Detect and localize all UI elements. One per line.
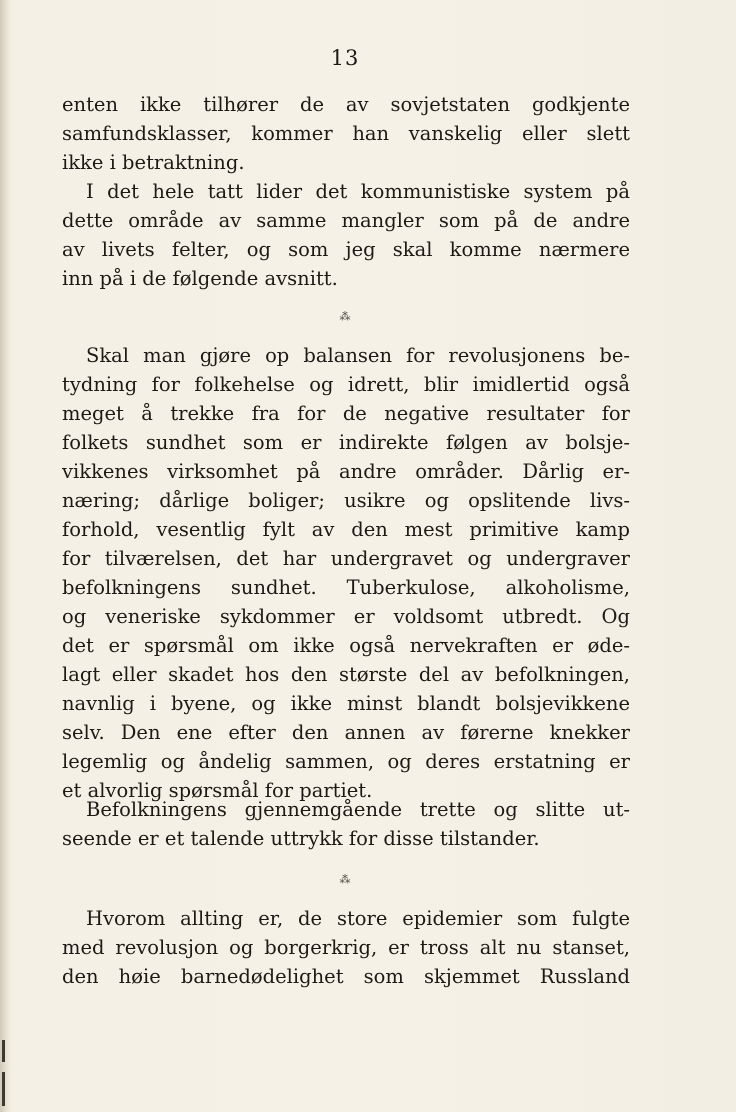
page-number: 13 [330,46,360,70]
text-line: folkets sundhet som er indirekte følgen av bolsje- [62,431,630,454]
text-line: ikke i betraktning. [62,151,245,174]
paragraph [62,795,630,853]
text-line: og veneriske sykdommer er voldsomt utbredt. Og [62,605,630,628]
spine-mark [2,1040,5,1062]
text-line: næring; dårlige boliger; usikre og opslitende livs- [62,489,630,512]
text-line: Befolkningens gjennemgående trette og slitte ut- [86,798,630,821]
text-line: tydning for folkehelse og idrett, blir imidlertid også [62,373,630,396]
text-line: enten ikke tilhører de av sovjetstaten godkjente [62,93,630,116]
text-line: Skal man gjøre op balansen for revolusjonens be- [86,344,630,367]
text-line: vikkenes virksomhet på andre områder. Dårlig er- [62,460,630,483]
text-line: for tilværelsen, det har undergravet og undergraver [62,547,630,570]
text-line: det er spørsmål om ikke også nervekraften er øde- [62,634,630,657]
text-line: forhold, vesentlig fylt av den mest primitive kamp [62,518,630,541]
text-line: I det hele tatt lider det kommunistiske system på [86,180,630,203]
text-line: dette område av samme mangler som på de andre [62,209,630,232]
text-line: et alvorlig spørsmål for partiet. [62,779,373,802]
text-line: av livets felter, og som jeg skal komme nærmere [62,238,630,261]
text-line: navnlig i byene, og ikke minst blandt bolsjevikkene [62,692,630,715]
paragraph [62,177,630,293]
section-separator-asterism: ⁂ [339,873,351,886]
text-line: lagt eller skadet hos den største del av befolkningen, [62,663,630,686]
page-spine-edge [0,0,10,1112]
paragraph [62,341,630,805]
text-line: inn på i de følgende avsnitt. [62,267,338,290]
text-line: samfundsklasser, kommer han vanskelig eller slett [62,122,630,145]
text-line: befolkningens sundhet. Tuberkulose, alkoholisme, [62,576,630,599]
text-line: med revolusjon og borgerkrig, er tross alt nu stanset, [62,936,630,959]
text-line: Hvorom allting er, de store epidemier som fulgte [86,907,630,930]
text-line: meget å trekke fra for de negative resultater for [62,402,630,425]
text-line: seende er et talende uttrykk for disse tilstander. [62,827,540,850]
text-line: legemlig og åndelig sammen, og deres erstatning er [62,750,630,773]
section-separator-asterism: ⁂ [339,310,351,323]
text-line: den høie barnedødelighet som skjemmet Russland [62,965,630,988]
text-line: selv. Den ene efter den annen av førerne knekker [62,721,630,744]
paragraph [62,904,630,991]
spine-mark [2,1072,5,1106]
paragraph-continuation [62,90,630,177]
